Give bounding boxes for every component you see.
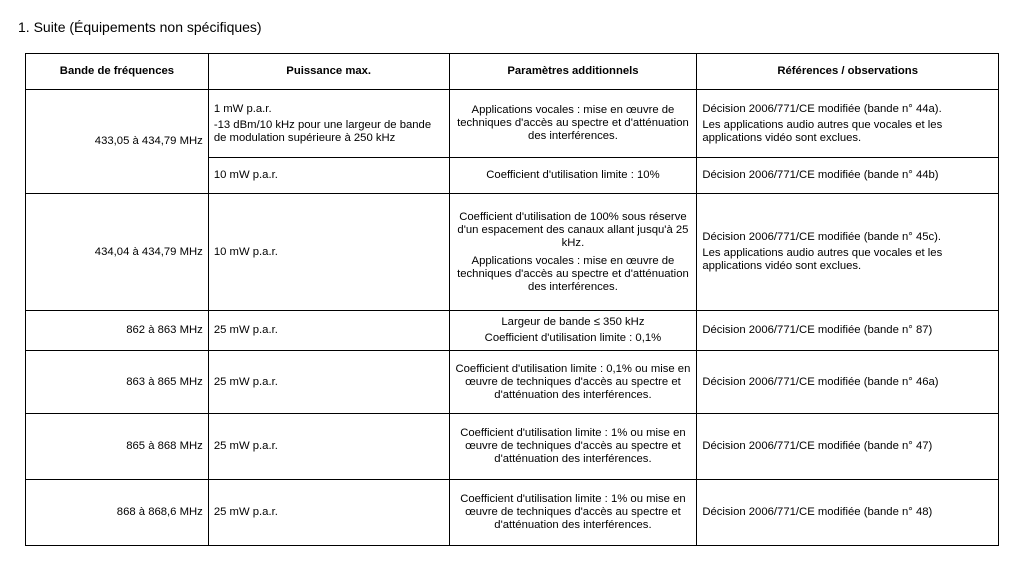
power-cell: 10 mW p.a.r. — [208, 194, 449, 311]
section-heading: 1. Suite (Équipements non spécifiques) — [18, 19, 262, 35]
reference-cell: Décision 2006/771/CE modifiée (bande n° 87) — [697, 311, 999, 351]
reference-cell: Décision 2006/771/CE modifiée (bande n° 46a) — [697, 351, 999, 414]
header-frequency-band: Bande de fréquences — [26, 54, 209, 90]
parameters-text: Coefficient d'utilisation de 100% sous réserve d'un espacement des canaux allant jusqu'à 25 kHz. — [457, 210, 689, 249]
reference-cell — [697, 194, 999, 311]
table-row — [26, 311, 999, 351]
frequency-band-cell: 434,04 à 434,79 MHz — [26, 194, 209, 311]
parameters-cell: Coefficient d'utilisation limite : 1% ou mise en œuvre de techniques d'accès au spectre et d'atténuation des interférences. — [449, 414, 697, 480]
parameters-cell — [449, 311, 697, 351]
table-row — [26, 194, 999, 311]
reference-text: Décision 2006/771/CE modifiée (bande n° 44a). — [702, 102, 942, 115]
frequency-band-cell: 863 à 865 MHz — [26, 351, 209, 414]
power-text: 1 mW p.a.r. — [213, 102, 272, 115]
parameters-cell: Coefficient d'utilisation limite : 10% — [449, 158, 697, 194]
parameters-cell — [449, 194, 697, 311]
parameters-text: Largeur de bande ≤ 350 kHz — [501, 316, 645, 328]
table-header-row — [26, 54, 999, 90]
reference-cell — [697, 90, 999, 158]
parameters-cell — [449, 90, 697, 158]
frequency-band-cell: 862 à 863 MHz — [26, 311, 209, 351]
reference-cell: Décision 2006/771/CE modifiée (bande n° 44b) — [697, 158, 999, 194]
power-cell: 10 mW p.a.r. — [208, 158, 449, 194]
table-row — [26, 90, 999, 158]
parameters-cell: Coefficient d'utilisation limite : 1% ou mise en œuvre de techniques d'accès au spectre et d'atténuation des interférences. — [449, 480, 697, 546]
header-references: Références / observations — [697, 54, 999, 90]
table-row — [26, 480, 999, 546]
power-cell: 25 mW p.a.r. — [208, 351, 449, 414]
frequency-band-cell: 868 à 868,6 MHz — [26, 480, 209, 546]
power-cell: 25 mW p.a.r. — [208, 311, 449, 351]
frequency-band-cell: 433,05 à 434,79 MHz — [26, 90, 209, 194]
reference-text: Les applications audio autres que vocales et les applications vidéo sont exclues. — [702, 247, 943, 272]
frequency-table — [25, 53, 999, 546]
reference-text: Décision 2006/771/CE modifiée (bande n° 45c). — [702, 231, 942, 243]
parameters-text: Coefficient d'utilisation limite : 0,1% — [484, 332, 662, 344]
reference-cell: Décision 2006/771/CE modifiée (bande n° 47) — [697, 414, 999, 480]
frequency-band-cell: 865 à 868 MHz — [26, 414, 209, 480]
reference-text: Les applications audio autres que vocales et les applications vidéo sont exclues. — [702, 118, 943, 144]
parameters-text: Applications vocales : mise en œuvre de techniques d'accès au spectre et d'atténuation des interférences. — [457, 104, 689, 142]
table-row — [26, 351, 999, 414]
parameters-cell: Coefficient d'utilisation limite : 0,1% ou mise en œuvre de techniques d'accès au spectre et d'atténuation des interférences. — [449, 351, 697, 414]
power-cell: 25 mW p.a.r. — [208, 480, 449, 546]
header-max-power: Puissance max. — [208, 54, 449, 90]
power-cell: 25 mW p.a.r. — [208, 414, 449, 480]
parameters-text: Applications vocales : mise en œuvre de techniques d'accès au spectre et d'atténuation des interférences. — [457, 254, 689, 293]
reference-cell: Décision 2006/771/CE modifiée (bande n° 48) — [697, 480, 999, 546]
header-additional-parameters: Paramètres additionnels — [449, 54, 697, 90]
power-cell — [208, 90, 449, 158]
power-text: -13 dBm/10 kHz pour une largeur de bande de modulation supérieure à 250 kHz — [213, 118, 432, 144]
table-row — [26, 414, 999, 480]
